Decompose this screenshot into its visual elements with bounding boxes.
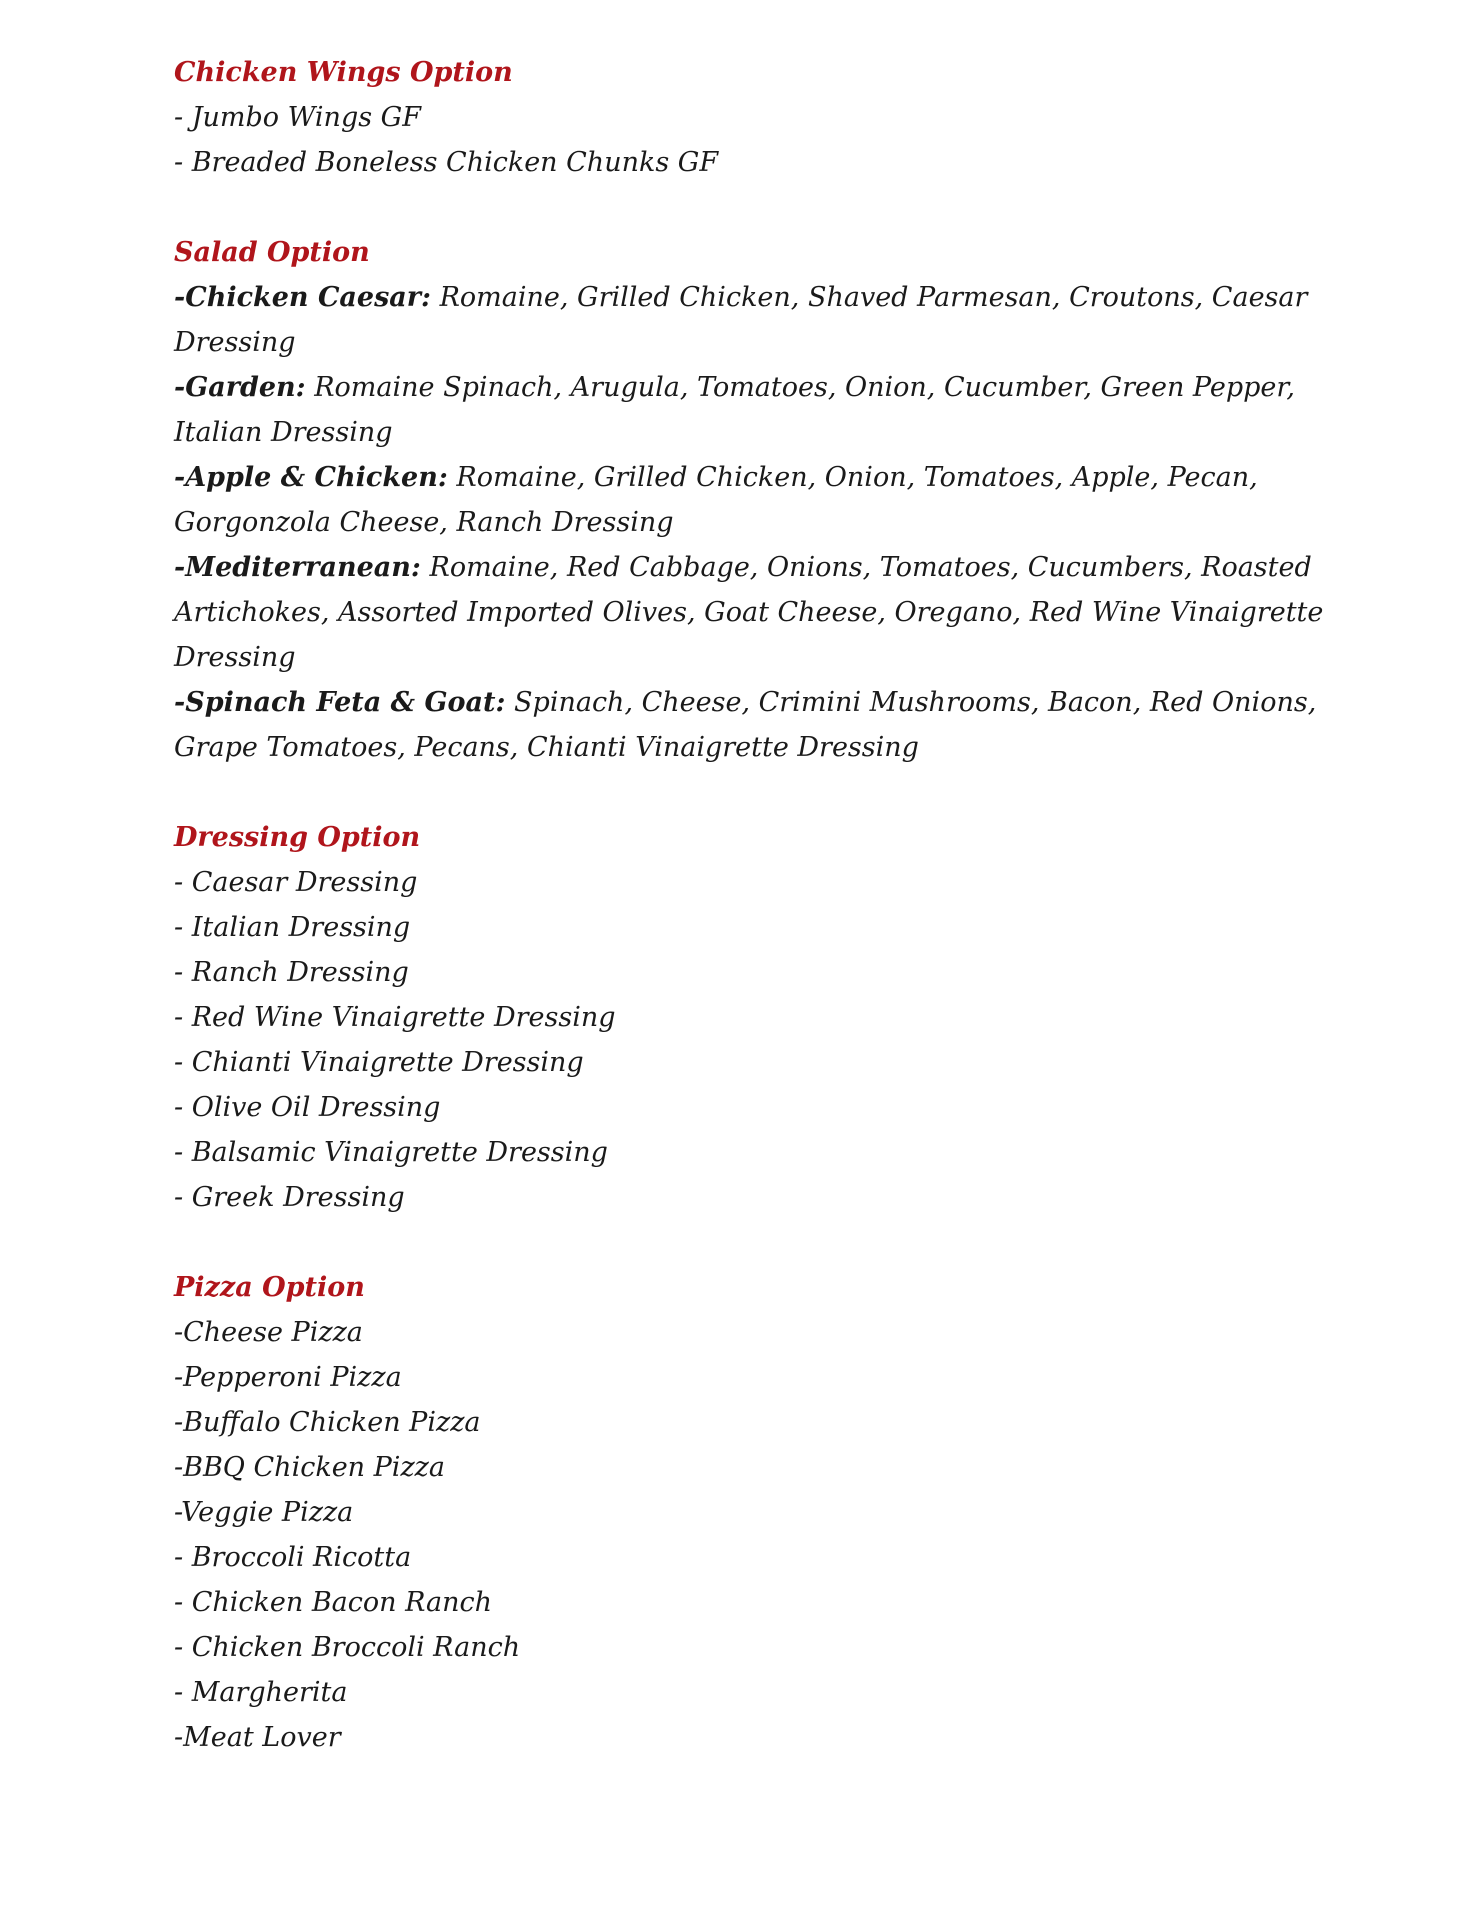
pizza-item: -Meat Lover: [174, 1722, 341, 1753]
pizza-item: - Chicken Broccoli Ranch: [174, 1632, 521, 1663]
pizza-item: -Buffalo Chicken Pizza: [174, 1407, 481, 1438]
salad-name: -Chicken Caesar:: [174, 282, 431, 313]
salad-heading: Salad Option: [174, 237, 370, 268]
pizza-item: - Chicken Bacon Ranch: [174, 1587, 493, 1618]
salad-name: -Mediterranean:: [174, 552, 421, 583]
dressing-item: - Ranch Dressing: [174, 957, 409, 988]
wings-item: - Jumbo Wings GF: [174, 102, 421, 133]
salad-desc: Romaine, Grilled Chicken, Shaved Parmesan, Croutons, Caesar Dressing: [174, 282, 1308, 358]
dressing-item: - Balsamic Vinaigrette Dressing: [174, 1137, 608, 1168]
dressing-heading: Dressing Option: [174, 822, 421, 853]
salad-desc: Romaine, Red Cabbage, Onions, Tomatoes, Cucumbers, Roasted Artichokes, Assorted Imported Olives, Goat Cheese, Oregano, Red Wine Vinaigrette Dressing: [174, 552, 1324, 673]
wings-item: - Breaded Boneless Chicken Chunks GF: [174, 147, 719, 178]
menu-page: [174, 50, 1324, 1760]
dressing-item: - Red Wine Vinaigrette Dressing: [174, 1002, 616, 1033]
salad-name: -Garden:: [174, 372, 306, 403]
dressing-item: - Chianti Vinaigrette Dressing: [174, 1047, 584, 1078]
salad-item-chicken-caesar: [174, 275, 1324, 365]
salad-desc: Spinach, Cheese, Crimini Mushrooms, Bacon, Red Onions, Grape Tomatoes, Pecans, Chianti Vinaigrette Dressing: [174, 687, 1317, 763]
pizza-item: - Margherita: [174, 1677, 348, 1708]
salad-name: -Apple & Chicken:: [174, 462, 448, 493]
salad-item-garden: [174, 365, 1324, 455]
pizza-item: -Cheese Pizza: [174, 1317, 363, 1348]
salad-desc: Romaine, Grilled Chicken, Onion, Tomatoes, Apple, Pecan, Gorgonzola Cheese, Ranch Dressing: [174, 462, 1258, 538]
pizza-heading: Pizza Option: [174, 1272, 365, 1303]
dressing-item: - Caesar Dressing: [174, 867, 418, 898]
dressing-item: - Olive Oil Dressing: [174, 1092, 441, 1123]
pizza-item: - Broccoli Ricotta: [174, 1542, 412, 1573]
salad-item-spinach-feta-goat: [174, 680, 1324, 770]
pizza-item: -BBQ Chicken Pizza: [174, 1452, 445, 1483]
pizza-item: -Veggie Pizza: [174, 1497, 354, 1528]
salad-item-apple-chicken: [174, 455, 1324, 545]
salad-item-mediterranean: [174, 545, 1324, 680]
dressing-item: - Italian Dressing: [174, 912, 411, 943]
dressing-item: - Greek Dressing: [174, 1182, 405, 1213]
salad-desc: Romaine Spinach, Arugula, Tomatoes, Onion, Cucumber, Green Pepper, Italian Dressing: [174, 372, 1295, 448]
salad-name: -Spinach Feta & Goat:: [174, 687, 506, 718]
pizza-item: -Pepperoni Pizza: [174, 1362, 402, 1393]
wings-heading: Chicken Wings Option: [174, 57, 513, 88]
